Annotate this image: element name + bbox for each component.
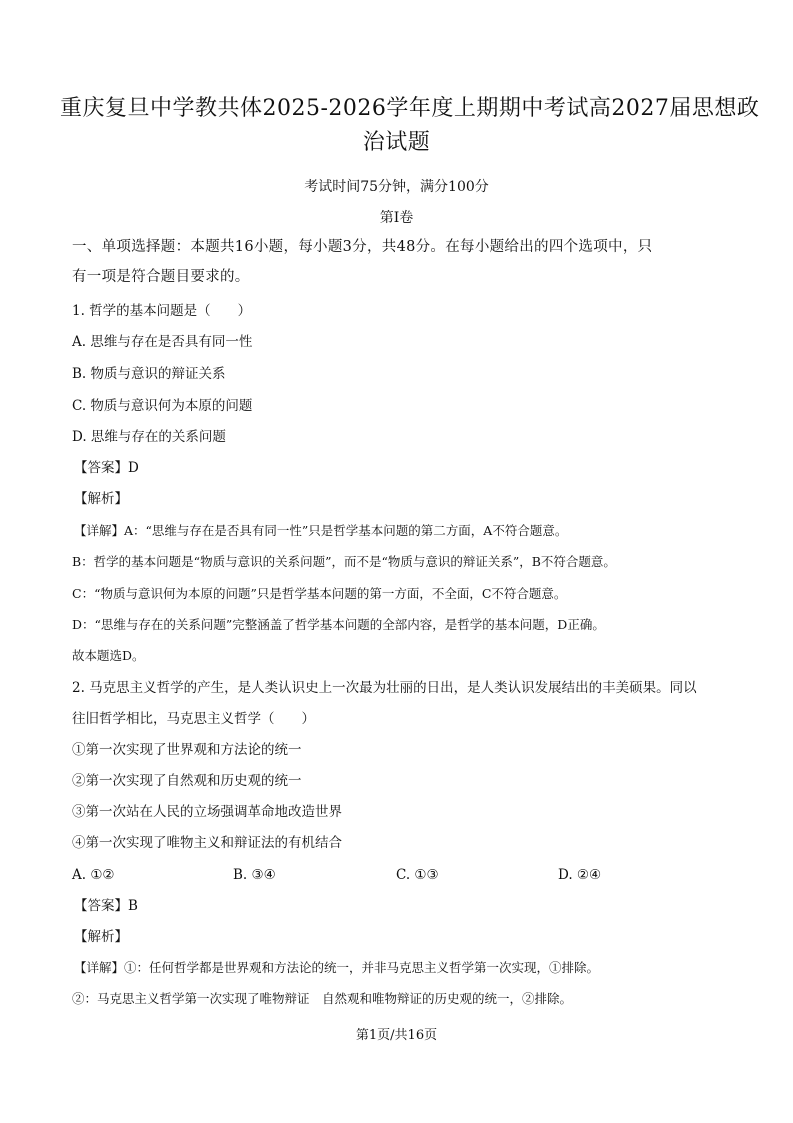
- q2-option-d: D. ②④: [558, 867, 602, 883]
- q1-stem: 1. 哲学的基本问题是（ ）: [72, 303, 252, 319]
- q2-item-4: ④第一次实现了唯物主义和辩证法的有机结合: [72, 835, 342, 851]
- q1-option-b: B. 物质与意识的辩证关系: [72, 366, 226, 382]
- q1-option-d: D. 思维与存在的关系问题: [72, 429, 226, 445]
- exam-info: 考试时间75分钟，满分100分: [304, 179, 489, 195]
- q2-analysis-label: 【解析】: [74, 929, 128, 945]
- q2-detail-2: ②：马克思主义哲学第一次实现了唯物辩证 自然观和唯物辩证的历史观的统一，②排除。: [72, 991, 573, 1006]
- q1-detail-d: D：“思维与存在的关系问题”完整涵盖了哲学基本问题的全部内容，是哲学的基本问题，D正确。: [72, 617, 605, 632]
- q1-conclusion: 故本题选D。: [72, 648, 145, 663]
- q2-item-2: ②第一次实现了自然观和历史观的统一: [72, 773, 302, 789]
- q2-option-a: A. ①②: [72, 867, 115, 883]
- q2-stem-line-1: 2. 马克思主义哲学的产生，是人类认识史上一次最为壮丽的日出，是人类认识发展结出的丰美硕果。同以: [72, 680, 697, 696]
- q2-option-c: C. ①③: [396, 867, 439, 883]
- title-line-1: 重庆复旦中学教共体2025-2026学年度上期期中考试高2027届思想政: [60, 96, 760, 121]
- q2-item-1: ①第一次实现了世界观和方法论的统一: [72, 742, 302, 758]
- document-title: [60, 92, 760, 160]
- title-line-2: 治试题: [362, 130, 431, 155]
- q2-detail-1: 【详解】①：任何哲学都是世界观和方法论的统一，并非马克思主义哲学第一次实现，①排除。: [74, 960, 600, 975]
- page-footer: 第1页/共16页: [355, 1028, 438, 1043]
- q1-option-a: A. 思维与存在是否具有同一性: [72, 334, 253, 350]
- volume-heading: 第Ⅰ卷: [379, 210, 414, 226]
- q2-answer: 【答案】B: [74, 898, 138, 914]
- q1-detail-b: B：哲学的基本问题是“物质与意识的关系问题”，而不是“物质与意识的辩证关系”，B不符合题意。: [72, 554, 616, 569]
- q1-detail-a: 【详解】A：“思维与存在是否具有同一性”只是哲学基本问题的第二方面，A不符合题意。: [74, 523, 568, 538]
- q1-detail-c: C：“物质与意识何为本原的问题”只是哲学基本问题的第一方面，不全面，C不符合题意。: [72, 586, 567, 601]
- q1-analysis-label: 【解析】: [74, 491, 128, 507]
- q1-option-c: C. 物质与意识何为本原的问题: [72, 398, 253, 414]
- q2-item-3: ③第一次站在人民的立场强调革命地改造世界: [72, 804, 342, 820]
- section-intro-line-2: 有一项是符合题目要求的。: [72, 269, 250, 285]
- section-intro-line-1: 一、单项选择题：本题共16小题，每小题3分，共48分。在每小题给出的四个选项中，只: [72, 239, 653, 255]
- q1-answer: 【答案】D: [74, 460, 139, 476]
- q2-option-b: B. ③④: [233, 867, 276, 883]
- q2-stem-line-2: 往旧哲学相比，马克思主义哲学（ ）: [72, 711, 315, 727]
